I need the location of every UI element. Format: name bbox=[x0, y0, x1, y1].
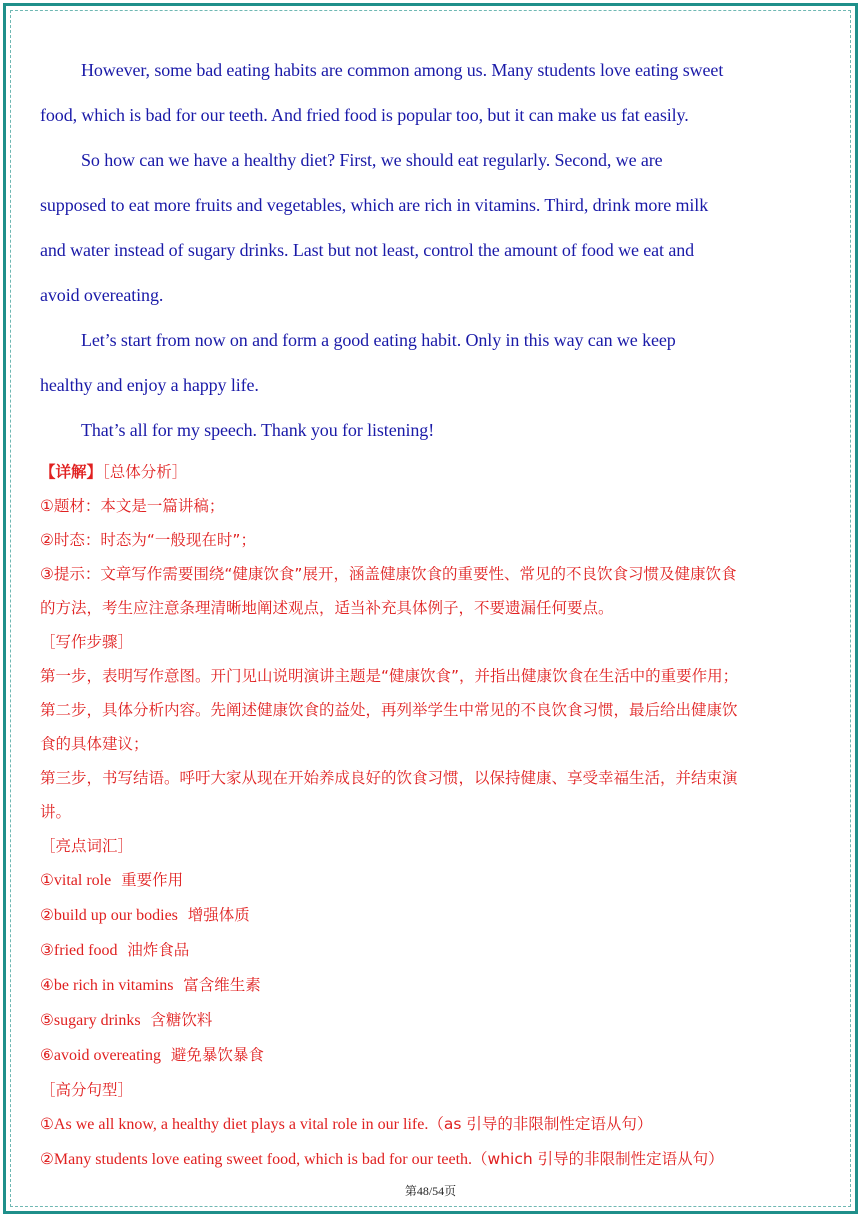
vocab-en: fried food bbox=[53, 942, 118, 959]
vocab-cn: 重要作用 bbox=[121, 871, 184, 889]
step-item: 第二步，具体分析内容。先阐述健康饮食的益处，再列举学生中常见的不良饮食习惯，最后给出健康饮 bbox=[40, 701, 738, 719]
sentence-note: （as 引导的非限制性定语从句） bbox=[428, 1115, 653, 1133]
vocab-num: ⑥ bbox=[40, 1046, 54, 1064]
vocab-num: ① bbox=[40, 871, 54, 889]
sentence-en: As we all know, a healthy diet plays a vital role in our life. bbox=[53, 1116, 429, 1133]
vocab-num: ⑤ bbox=[40, 1011, 54, 1029]
analysis-section bbox=[40, 455, 825, 1177]
vocab-item bbox=[40, 933, 825, 968]
page-number: 第48/54页 bbox=[404, 1184, 457, 1198]
vocab-en: sugary drinks bbox=[53, 1012, 141, 1029]
vocab-en: avoid overeating bbox=[53, 1047, 161, 1064]
step-item: 食的具体建议； bbox=[40, 735, 149, 753]
vocab-cn: 增强体质 bbox=[187, 906, 250, 924]
speech-line: and water instead of sugary drinks. Last but not least, control the amount of food we eat and bbox=[40, 240, 695, 260]
overall-label: ［总体分析］ bbox=[102, 463, 188, 481]
sentence-num: ② bbox=[40, 1150, 54, 1168]
speech-text bbox=[40, 48, 825, 453]
overall-item: ①题材：本文是一篇讲稿； bbox=[40, 497, 225, 515]
step-item: 讲。 bbox=[40, 803, 72, 821]
step-item: 第三步，书写结语。呼吁大家从现在开始养成良好的饮食习惯，以保持健康、享受幸福生活，并结束演 bbox=[40, 769, 738, 787]
sentence-item bbox=[40, 1107, 825, 1142]
sentence-en: Many students love eating sweet food, which is bad for our teeth. bbox=[53, 1151, 473, 1168]
sentence-num: ① bbox=[40, 1115, 54, 1133]
vocab-en: be rich in vitamins bbox=[53, 977, 174, 994]
vocab-item bbox=[40, 1038, 825, 1073]
page-content bbox=[40, 48, 825, 1177]
sentence-note: （which 引导的非限制性定语从句） bbox=[472, 1150, 724, 1168]
vocab-item bbox=[40, 968, 825, 1003]
vocab-cn: 避免暴饮暴食 bbox=[170, 1046, 264, 1064]
speech-line: avoid overeating. bbox=[40, 285, 164, 305]
vocab-num: ③ bbox=[40, 941, 54, 959]
vocab-item bbox=[40, 1003, 825, 1038]
steps-label: ［写作步骤］ bbox=[40, 633, 134, 651]
vocab-label: ［亮点词汇］ bbox=[40, 837, 134, 855]
detail-label: 【详解】 bbox=[40, 463, 103, 481]
overall-item: ③提示：文章写作需要围绕“健康饮食”展开，涵盖健康饮食的重要性、常见的不良饮食习惯及健康饮食 bbox=[40, 565, 737, 583]
analysis-heading bbox=[40, 455, 825, 489]
vocab-item bbox=[40, 863, 825, 898]
vocab-en: build up our bodies bbox=[53, 907, 178, 924]
vocab-item bbox=[40, 898, 825, 933]
overall-item: ②时态：时态为“一般现在时”； bbox=[40, 531, 256, 549]
speech-line: food, which is bad for our teeth. And fried food is popular too, but it can make us fat easily. bbox=[40, 105, 689, 125]
vocab-en: vital role bbox=[53, 872, 112, 889]
vocab-cn: 含糖饮料 bbox=[150, 1011, 213, 1029]
speech-line: However, some bad eating habits are common among us. Many students love eating sweet bbox=[81, 60, 724, 80]
step-item: 第一步，表明写作意图。开门见山说明演讲主题是“健康饮食”，并指出健康饮食在生活中的重要作用； bbox=[40, 667, 739, 685]
speech-line: So how can we have a healthy diet? First, we should eat regularly. Second, we are bbox=[81, 150, 663, 170]
speech-line: healthy and enjoy a happy life. bbox=[40, 375, 259, 395]
overall-item: 的方法，考生应注意条理清晰地阐述观点，适当补充具体例子，不要遗漏任何要点。 bbox=[40, 599, 614, 617]
vocab-cn: 油炸食品 bbox=[127, 941, 190, 959]
sentence-label: ［高分句型］ bbox=[40, 1081, 134, 1099]
vocab-cn: 富含维生素 bbox=[183, 976, 261, 994]
vocab-num: ② bbox=[40, 906, 54, 924]
speech-line: Let’s start from now on and form a good eating habit. Only in this way can we keep bbox=[81, 330, 676, 350]
vocab-num: ④ bbox=[40, 976, 54, 994]
speech-line: supposed to eat more fruits and vegetables, which are rich in vitamins. Third, drink more milk bbox=[40, 195, 709, 215]
sentence-item bbox=[40, 1142, 825, 1177]
speech-line: That’s all for my speech. Thank you for listening! bbox=[81, 420, 435, 440]
